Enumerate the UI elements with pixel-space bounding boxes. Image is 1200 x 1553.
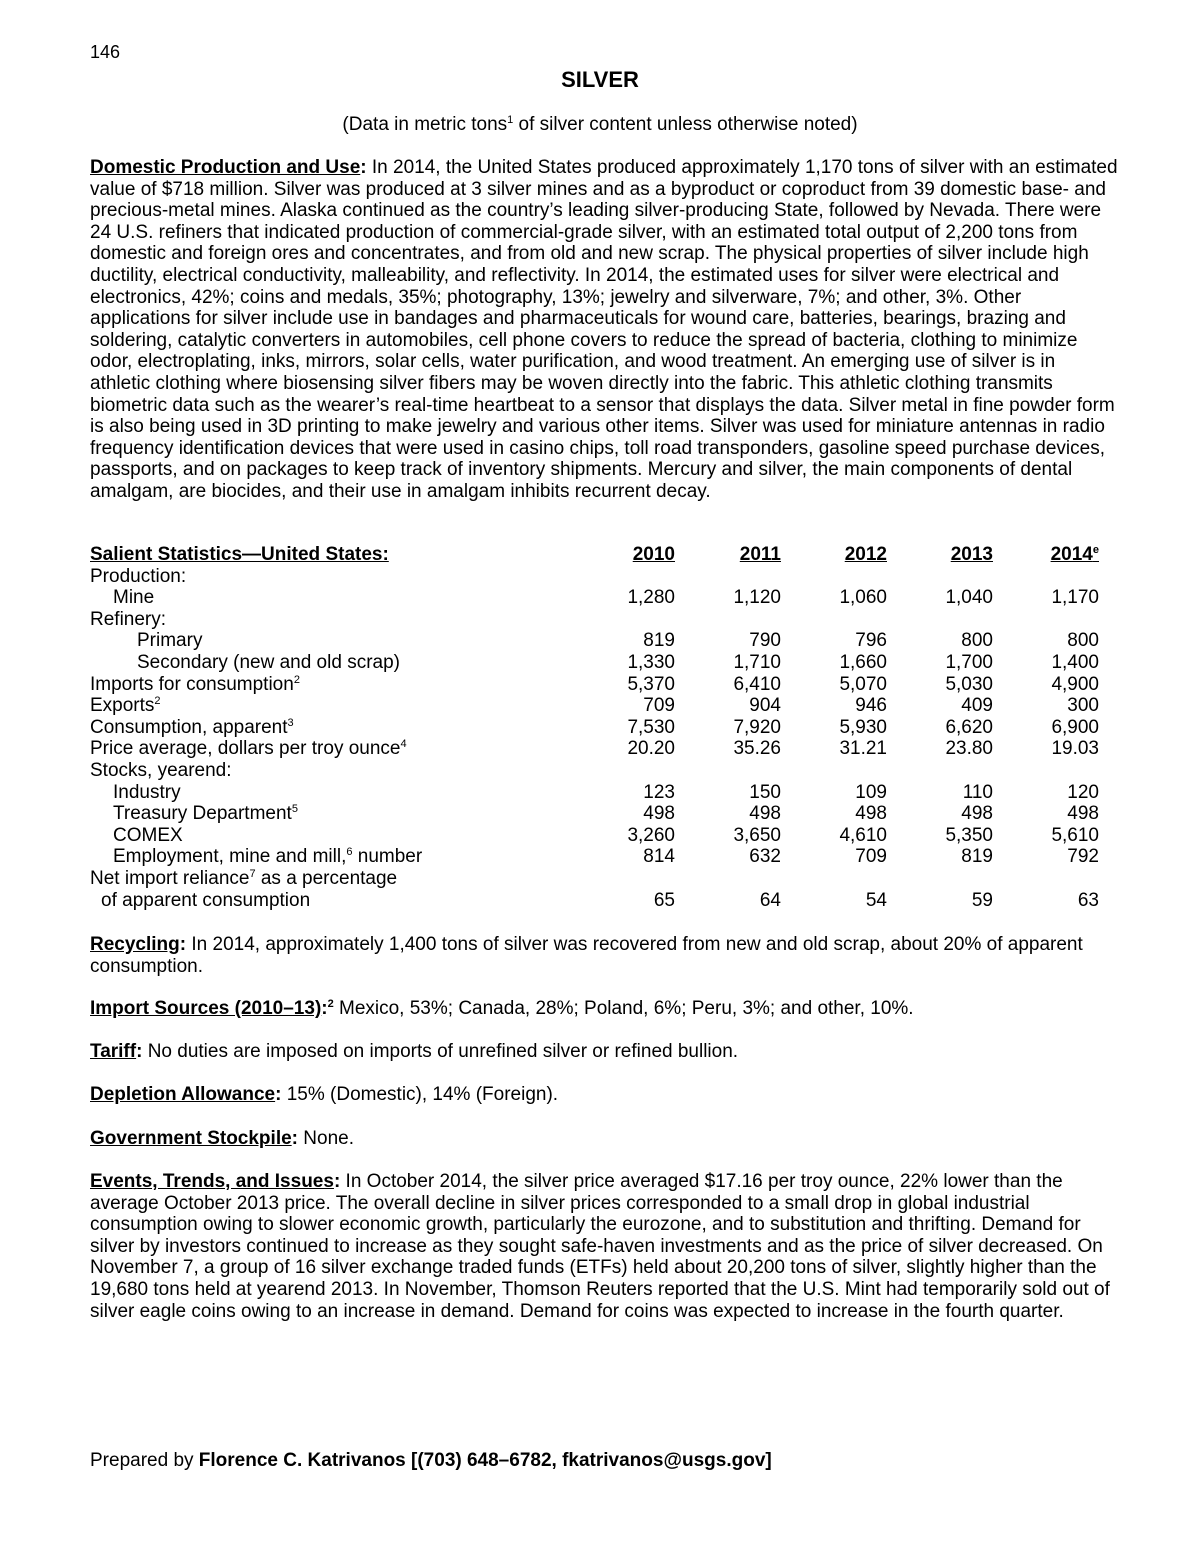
year-header: 2014e [1050,544,1099,565]
table-cell [781,609,887,631]
table-cell [617,868,675,890]
table-cell: 5,030 [945,673,993,695]
table-row [90,738,1099,760]
table-cell: 800 [1067,630,1099,652]
table-cell [675,609,781,631]
year-header: 2013 [950,544,993,565]
row-label: Net import reliance [90,867,250,889]
footnote-ref: 1 [507,114,514,126]
table-cell [617,609,675,631]
table-row [90,609,1099,631]
table-cell: 3,260 [627,824,675,846]
table-cell: 4,900 [1051,673,1099,695]
table-cell: 54 [865,889,887,911]
subtitle-text-end: of silver content unless otherwise noted) [513,114,858,135]
section-text: No duties are imposed on imports of unrefined silver or refined bullion. [147,1041,739,1062]
import-sources-section: Import Sources (2010–13):$^2$ Mexico, 53%; Canada, 28%; Poland, 6%; Peru, 3%; and other, 10%. [90,998,914,1019]
row-label: Refinery: [90,608,167,630]
table-row [90,868,1099,890]
table-cell: 5,370 [627,673,675,695]
table-cell: 946 [855,695,887,717]
table-cell [781,760,887,782]
row-label: Secondary (new and old scrap) [137,651,400,673]
table-cell [675,566,781,588]
table-cell [781,566,887,588]
table-row [90,890,1099,912]
table-cell: 1,060 [839,587,887,609]
table-cell: 5,930 [839,716,887,738]
table-cell: 796 [855,630,887,652]
section-heading: Recycling [90,934,180,955]
table-cell: 1,700 [945,651,993,673]
table-cell: 65 [653,889,675,911]
table-cell: 5,070 [839,673,887,695]
section-text: Mexico, 53%; Canada, 28%; Poland, 6%; Peru, 3%; and other, 10%. [339,998,914,1019]
table-cell: 709 [855,846,887,868]
page-subtitle [0,114,1200,136]
footnote-ref: 6 [346,846,353,859]
table-cell: 59 [971,889,993,911]
table-row [90,652,1099,674]
table-cell [887,609,993,631]
section-text: None. [303,1128,354,1149]
table-cell [993,566,1099,588]
section-heading: Domestic Production and Use [90,157,361,178]
table-cell: 7,530 [627,716,675,738]
table-cell [887,868,993,890]
table-cell: 5,350 [945,824,993,846]
table-row [90,695,1099,717]
row-label: Mine [113,587,155,609]
table-cell: 409 [961,695,993,717]
row-label: Consumption, apparent [90,716,288,738]
salient-statistics-table [90,544,1099,911]
domestic-production-section: Domestic Production and Use: In 2014, the United States produced approximately 1,170 tons of silver with an estimated value of $718 million. Silver was produced at 3 silver mines and as a byproduct or coproduct from 39 domestic base- and precious-metal mines. Alaska continued as the country’s leading silver-producing State, followed by Nevada. There were 24 U.S. refiners that indicated production of commercial-grade silver, with an estimated total output of 2,200 tons from domestic and foreign ores and concentrates, and from old and new scrap. The physical properties of silver include high ductility, electrical conductivity, malleability, and reflectivity. In 2014, the estimated uses for silver were electrical and electronics, 42%; coins and medals, 35%; photography, 13%; jewelry and silverware, 7%; and other, 3%. Other applications for silver include use in bandages and pharmaceuticals for wound care, batteries, bearings, brazing and soldering, catalytic converters in automobiles, cell phone covers to reduce the spread of bacteria, clothing to minimize odor, electroplating, inks, mirrors, solar cells, water purification, and wood treatment. An emerging use of silver is in athletic clothing where biosensing silver fibers may be woven directly into the fabric. This athletic clothing transmits biometric data such as the wearer’s real-time heartbeat to a sensor that displays the data. Silver metal in fine powder form is also being used in 3D printing to make jewelry and various other items. Silver was used for miniature antennas in radio frequency identification devices that were used in casino chips, toll road transponders, gasoline speed purchase devices, passports, and on packages to keep track of inventory shipments. Mercury and silver, the main components of dental amalgam, are biocides, and their use in amalgam inhibits recurrent decay. [90,157,1118,502]
table-cell: 498 [643,803,675,825]
table-cell: 1,660 [839,651,887,673]
table-cell: 1,120 [733,587,781,609]
table-row [90,674,1099,696]
table-cell: 819 [961,846,993,868]
table-cell: 4,610 [839,824,887,846]
row-label: COMEX [113,824,183,846]
table-cell: 120 [1067,781,1099,803]
section-heading: Government Stockpile [90,1128,292,1149]
table-cell: 904 [749,695,781,717]
section-text: In 2014, approximately 1,400 tons of silver was recovered from new and old scrap, about 20% of apparent consumption. [90,934,1083,977]
table-cell [617,760,675,782]
table-cell [781,868,887,890]
section-heading: Depletion Allowance [90,1084,276,1105]
row-label: Exports [90,695,155,717]
table-header-row [90,544,1099,566]
table-cell: 3,650 [733,824,781,846]
row-label: Stocks, yearend: [90,759,232,781]
section-text: In October 2014, the silver price averaged $17.16 per troy ounce, 22% lower than the average October 2013 price. The overall decline in silver prices corresponded to a small drop in global industrial consumption owing to slower economic growth, particularly the eurozone, and to substitution and thrifting. Demand for silver by investors continued to increase as they sought safe-haven investments and as the price of silver decreased. On November 7, a group of 16 silver exchange traded funds (ETFs) held about 20,200 tons of silver, slightly higher than the 19,680 tons held at yearend 2013. In November, Thomson Reuters reported that the U.S. Mint had temporarily sold out of silver eagle coins owing to an increase in demand. Demand for coins was expected to increase in the fourth quarter. [90,1171,1110,1322]
subtitle-text: (Data in metric tons [342,114,508,135]
table-cell: 819 [643,630,675,652]
row-label: of apparent consumption [101,889,311,911]
table-cell [617,566,675,588]
footnote-ref: 2 [293,673,300,686]
table-cell: 1,330 [627,651,675,673]
table-cell: 110 [962,781,993,803]
footnote-ref: 3 [287,716,294,729]
prepared-by-footer [90,1450,772,1472]
section-heading: Tariff [90,1041,137,1062]
table-cell: 19.03 [1051,738,1099,760]
row-label: Price average, dollars per troy ounce [90,738,401,760]
table-cell [993,609,1099,631]
row-label-cont: number [352,846,423,868]
table-cell: 1,040 [945,587,993,609]
estimate-mark: e [1092,544,1099,556]
row-label: Treasury Department [113,803,292,825]
table-cell: 7,920 [733,716,781,738]
table-cell: 5,610 [1051,824,1099,846]
table-cell: 63 [1077,889,1099,911]
table-cell: 498 [961,803,993,825]
table-cell [675,868,781,890]
table-row [90,803,1099,825]
recycling-section: Recycling: In 2014, approximately 1,400 tons of silver was recovered from new and old scrap, about 20% of apparent consumption. [90,934,1083,977]
section-text: In 2014, the United States produced approximately 1,170 tons of silver with an estimated value of $718 million. Silver was produced at 3 silver mines and as a byproduct or coproduct from 39 domestic base- and precious-metal mines. Alaska continued as the country’s leading silver-producing State, followed by Nevada. There were 24 U.S. refiners that indicated production of commercial-grade silver, with an estimated total output of 2,200 tons from domestic and foreign ores and concentrates, and from old and new scrap. The physical properties of silver include high ductility, electrical conductivity, malleability, and reflectivity. In 2014, the estimated uses for silver were electrical and electronics, 42%; coins and medals, 35%; photography, 13%; jewelry and silverware, 7%; and other, 3%. Other applications for silver include use in bandages and pharmaceuticals for wound care, batteries, bearings, brazing and soldering, catalytic converters in automobiles, cell phone covers to reduce the spread of bacteria, clothing to minimize odor, electroplating, inks, mirrors, solar cells, water purification, and wood treatment. An emerging use of silver is in athletic clothing where biosensing silver fibers may be woven directly into the fabric. This athletic clothing transmits biometric data such as the wearer’s real-time heartbeat to a sensor that displays the data. Silver metal in fine powder form is also being used in 3D printing to make jewelry and various other items. Silver was used for miniature antennas in radio frequency identification devices that were used in casino chips, toll road transponders, gasoline speed purchase devices, passports, and on packages to keep track of inventory shipments. Mercury and silver, the main components of dental amalgam, are biocides, and their use in amalgam inhibits recurrent decay. [90,157,1118,502]
table-cell: 498 [855,803,887,825]
table-cell [993,760,1099,782]
table-row [90,760,1099,782]
table-cell [675,760,781,782]
section-text: 15% (Domestic), 14% (Foreign). [286,1084,559,1105]
tariff-section: Tariff: No duties are imposed on imports of unrefined silver or refined bullion. [90,1041,739,1062]
table-row [90,846,1099,868]
table-cell: 6,410 [733,673,781,695]
table-cell: 64 [759,889,781,911]
table-cell: 1,280 [627,587,675,609]
table-cell: 6,900 [1051,716,1099,738]
table-cell: 632 [749,846,781,868]
footnote-ref: 4 [400,738,407,751]
table-row [90,630,1099,652]
year-header: 2010 [632,544,675,565]
table-cell: 1,710 [733,651,781,673]
year-header: 2012 [844,544,887,565]
section-heading: Import Sources (2010–13) [90,998,322,1019]
table-cell [887,566,993,588]
table-cell: 300 [1067,695,1099,717]
section-heading: Events, Trends, and Issues [90,1171,334,1192]
table-cell [887,760,993,782]
footer-author: Florence C. Katrivanos [(703) 648–6782, fkatrivanos@usgs.gov] [198,1450,772,1471]
table-cell: 109 [855,781,887,803]
table-cell: 1,170 [1051,587,1099,609]
table-cell: 498 [749,803,781,825]
footer-prefix: Prepared by [90,1450,199,1471]
table-cell: 800 [961,630,993,652]
table-cell: 814 [643,846,675,868]
page-title: SILVER [561,67,639,92]
table-row [90,717,1099,739]
table-cell: 1,400 [1051,651,1099,673]
table-cell: 709 [643,695,675,717]
government-stockpile-section: Government Stockpile: None. [90,1128,354,1149]
table-cell: 23.80 [945,738,993,760]
page-number: 146 [90,42,121,62]
year-header: 2011 [739,544,781,565]
table-cell: 792 [1067,846,1099,868]
table-cell [993,868,1099,890]
table-cell: 790 [749,630,781,652]
depletion-allowance-section: Depletion Allowance: 15% (Domestic), 14% (Foreign). [90,1084,559,1105]
row-label-cont: as a percentage [255,867,398,889]
table-heading: Salient Statistics—United States: [90,544,389,565]
table-row [90,825,1099,847]
table-cell: 31.21 [839,738,887,760]
table-cell: 498 [1067,803,1099,825]
table-cell: 150 [749,781,781,803]
table-row [90,566,1099,588]
table-row [90,782,1099,804]
events-trends-section: Events, Trends, and Issues: In October 2014, the silver price averaged $17.16 per troy ounce, 22% lower than the average October 2013 price. The overall decline in silver prices corresponded to a small drop in global industrial consumption owing to slower economic growth, particularly the eurozone, and to substitution and thrifting. Demand for silver by investors continued to increase as they sought safe-haven investments and as the price of silver decreased. On November 7, a group of 16 silver exchange traded funds (ETFs) held about 20,200 tons of silver, slightly higher than the 19,680 tons held at yearend 2013. In November, Thomson Reuters reported that the U.S. Mint had temporarily sold out of silver eagle coins owing to an increase in demand. Demand for coins was expected to increase in the fourth quarter. [90,1171,1110,1322]
table-cell: 20.20 [627,738,675,760]
row-label: Imports for consumption [90,673,294,695]
footnote-ref: 2 [327,998,334,1010]
row-label: Production: [90,565,187,587]
footnote-ref: 2 [154,695,161,708]
table-cell: 6,620 [945,716,993,738]
footnote-ref: 7 [249,867,256,880]
table-cell: 123 [643,781,675,803]
table-cell: 35.26 [733,738,781,760]
row-label: Industry [113,781,181,803]
row-label: Primary [137,630,203,652]
table-row [90,587,1099,609]
footnote-ref: 5 [291,803,298,816]
row-label: Employment, mine and mill, [113,846,347,868]
